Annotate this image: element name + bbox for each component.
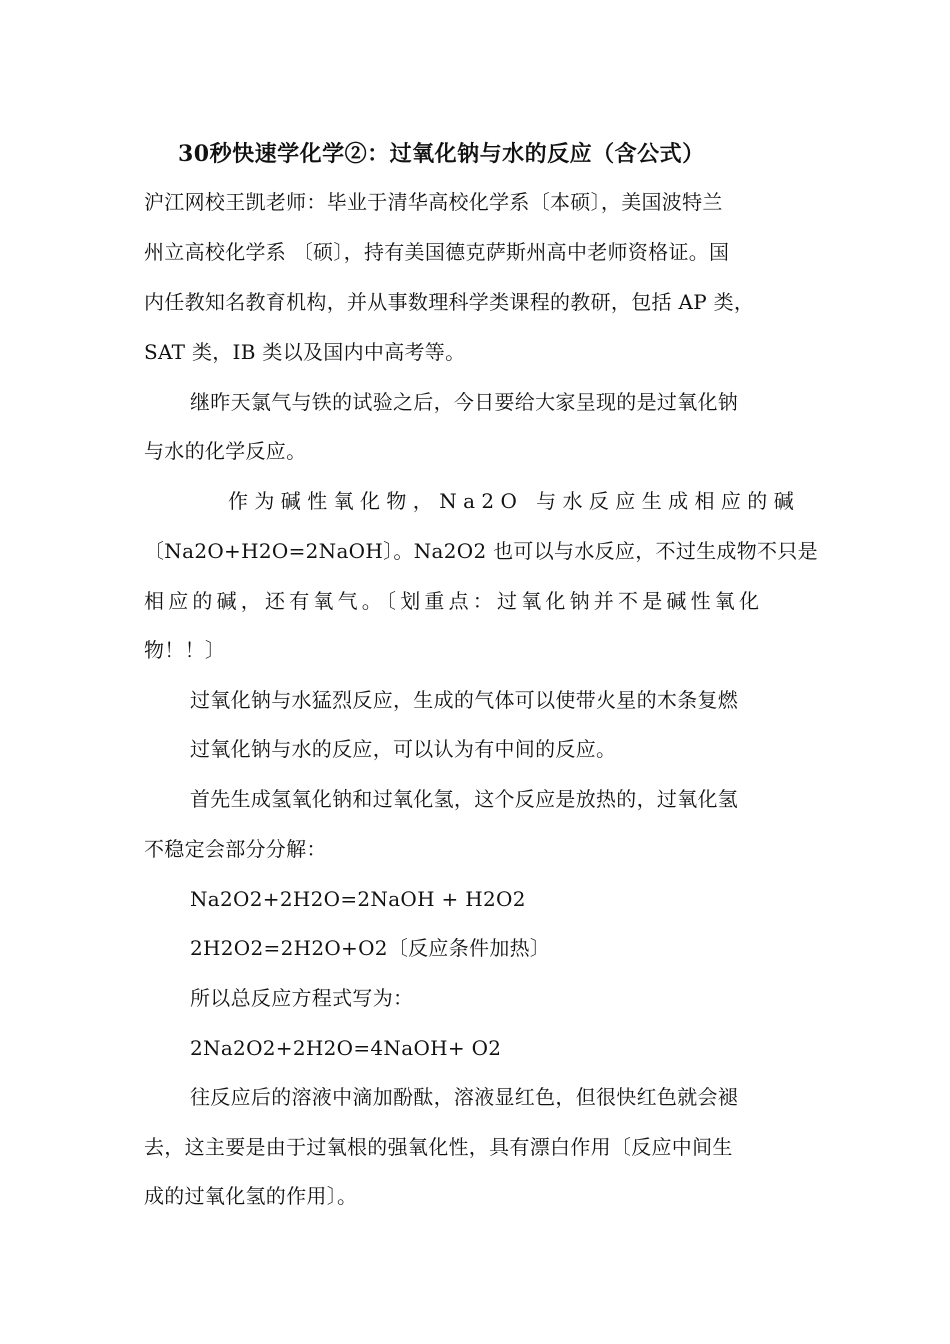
para3-line-1: 作为碱性氧化物，Na2O 与水反应生成相应的碱 (228, 489, 801, 513)
para5: 过氧化钠与水的反应，可以认为有中间的反应。 (190, 737, 617, 761)
intro-line-1: 沪江网校王凯老师：毕业于清华高校化学系〔本硕〕，美国波特兰 (144, 190, 723, 214)
para7: 所以总反应方程式写为： (190, 986, 414, 1010)
intro-line-3: 内任教知名教育机构，并从事数理科学类课程的教研，包括 AP 类， (144, 290, 755, 314)
para3-line-2: 〔Na2O+H2O=2NaOH〕。Na2O2 也可以与水反应，不过生成物不只是 (144, 539, 818, 563)
para3-line-4: 物！！〕 (144, 638, 226, 662)
para2-line-1: 继昨天氯气与铁的试验之后，今日要给大家呈现的是过氧化钠 (190, 390, 739, 414)
para6-line-2: 不稳定会部分分解： (144, 837, 327, 861)
intro-line-4: SAT 类，IB 类以及国内中高考等。 (144, 340, 466, 364)
equation-2: 2H2O2=2H2O+O2〔反应条件加热〕 (190, 936, 551, 960)
para2-line-2: 与水的化学反应。 (144, 439, 307, 463)
para8-line-3: 成的过氧化氢的作用〕。 (144, 1184, 358, 1208)
document-title: 30秒快速学化学②：过氧化钠与水的反应（含公式） (178, 141, 705, 167)
intro-line-2: 州立高校化学系 〔硕〕，持有美国德克萨斯州高中老师资格证。国 (144, 240, 730, 264)
para8-line-1: 往反应后的溶液中滴加酚酞，溶液显红色，但很快红色就会褪 (190, 1085, 739, 1109)
equation-3: 2Na2O2+2H2O=4NaOH+ O2 (190, 1036, 502, 1060)
para3-line-3: 相应的碱，还有氧气。〔划重点：过氧化钠并不是碱性氧化 (144, 589, 764, 613)
para4: 过氧化钠与水猛烈反应，生成的气体可以使带火星的木条复燃 (190, 688, 739, 712)
equation-1: Na2O2+2H2O=2NaOH + H2O2 (190, 887, 526, 911)
para6-line-1: 首先生成氢氧化钠和过氧化氢，这个反应是放热的，过氧化氢 (190, 787, 739, 811)
para8-line-2: 去，这主要是由于过氧根的强氧化性，具有漂白作用〔反应中间生 (144, 1135, 733, 1159)
